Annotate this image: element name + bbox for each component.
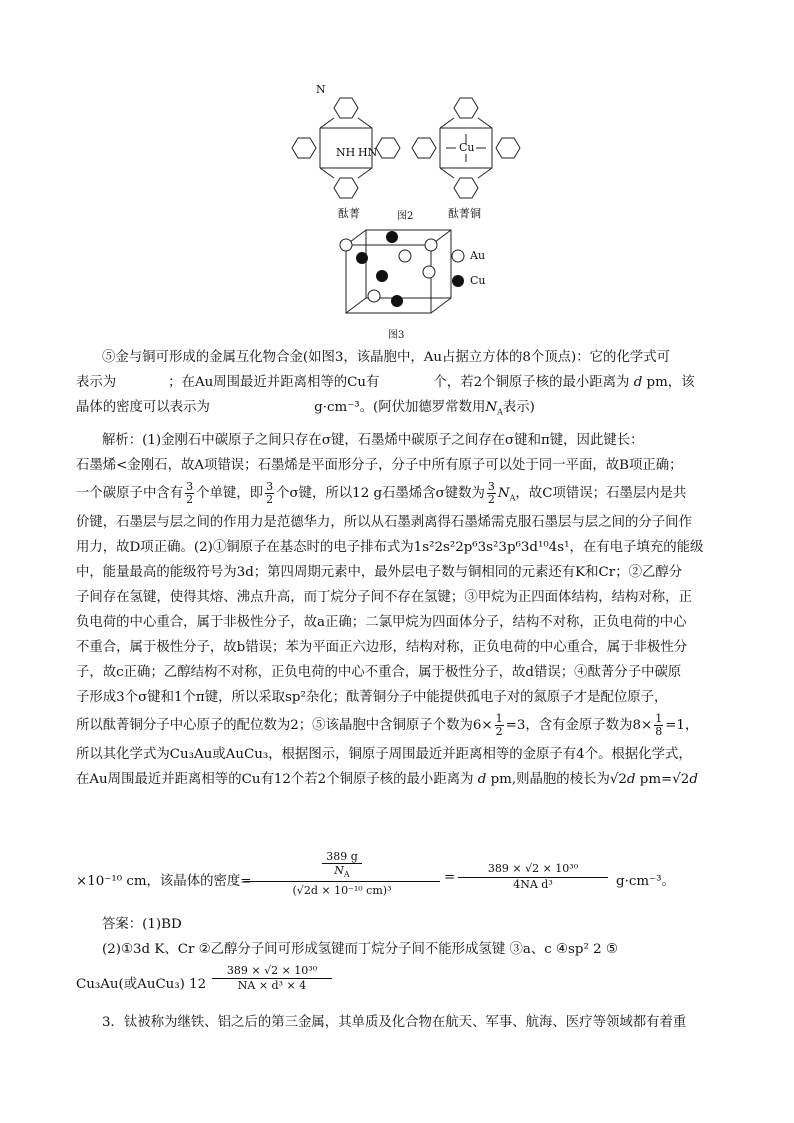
analysis-line-8: 负电荷的中心重合，属于非极性分子，故a正确；二氯甲烷为四面体分子，结构不对称，正负电荷的中心 [76,615,687,630]
fraction-3-2c: $\frac{3}{2}$ [487,480,495,506]
analysis-line-3: 一个碳原子中含有 $\frac{3}{2}$ 个单键，即 $\frac{3}{2}$ 个σ键，所以12 g石墨烯含σ键数为 $\frac{3}{2}$ $N_A$，故C项错误；石墨层内是共 [76,480,687,506]
legend [452,250,464,287]
answer-line-2: (2)①3d K、Cr ②乙醇分子间可形成氢键而丁烷分子间不能形成氢键 ③a、c ④sp² 2 ⑤ [102,942,618,957]
analysis-line-6: 中，能量最高的能级符号为3d；第四周期元素中，最外层电子数与铜相同的元素还有K和Cr；②乙醇分 [76,565,683,580]
analysis-line-14: 在Au周围最近并距离相等的Cu有12个若2个铜原子核的最小距离为 d pm,则晶胞的棱长为√2d pm=√2d [76,772,698,787]
fraction-3-2: $\frac{3}{2}$ [186,480,194,506]
answer-line-3: Cu₃Au(或AuCu₃) 12 389 × √2 × 10³⁰ NA × d³ × 4 [76,962,736,1002]
analysis-line-7: 子间存在氢键，使得其熔、沸点升高，而丁烷分子间不存在氢键；③甲烷为正四面体结构，结构对称，正 [76,590,692,605]
fig2-caption: 图2 [397,211,414,222]
density-fraction-right: 389 × √2 × 10³⁰ 4NA d³ [458,862,608,891]
answer-density-fraction: 389 × √2 × 10³⁰ NA × d³ × 4 [212,964,332,993]
figures-svg [0,0,794,345]
atom-label-nh: NH [336,146,356,159]
legend-au-label: Au [470,249,486,262]
figure-area [0,0,794,345]
atom-label-cu: Cu [459,141,475,154]
analysis-line-1: 解析：(1)金刚石中碳原子之间只存在σ键，石墨烯中碳原子之间存在σ键和π键，因此键长： [102,433,644,448]
next-question-block [76,1010,736,1035]
question-line-3: 晶体的密度可以表示为 g·cm⁻³。(阿伏加德罗常数用$N_A$表示) [76,395,736,420]
atom-label-n: N [316,83,326,96]
analysis-line-10: 子，故c正确；乙醇结构不对称，正负电荷的中心不重合，属于极性分子，故d错误；④酞菁分子中碳原 [76,665,682,680]
question-block [76,345,736,420]
mol1-label: 酞菁 [338,207,360,220]
legend-cu-label: Cu [470,274,486,287]
au-atoms [340,239,437,302]
blank-count[interactable] [379,370,433,395]
blank-formula[interactable] [116,370,168,395]
density-fraction-left: $\frac{389 g}{N_A}$ (√2d × 10⁻¹⁰ cm)³ [244,850,440,897]
fraction-1-8: $\frac{1}{8}$ [655,712,663,738]
answer-block [76,912,736,1002]
analysis-line-13: 所以其化学式为Cu₃Au或AuCu₃，根据图示，铜原子周围最近并距离相等的金原子有4个。根据化学式， [76,747,692,762]
analysis-line-11: 子形成3个σ键和1个π键，所以采取sp²杂化；酞菁铜分子中能提供孤电子对的氮原子才是配位原子， [76,690,668,705]
question-line-1: ⑤金与铜可形成的金属互化物合金(如图3，该晶胞中，Au占据立方体的8个顶点)：它的化学式可 [102,350,671,365]
legend-cu-marker [452,275,464,287]
mol2-label: 酞菁铜 [448,207,481,220]
analysis-line-5: 用力，故D项正确。(2)①铜原子在基态时的电子排布式为1s²2s²2p⁶3s²3p⁶3d¹⁰4s¹，在有电子填充的能级 [76,540,704,555]
fig3-caption: 图3 [388,330,405,341]
fraction-1-2: $\frac{1}{2}$ [495,712,503,738]
fraction-3-2b: $\frac{3}{2}$ [266,480,274,506]
atom-label-hn: HN [358,146,378,159]
analysis-line-2: 石墨烯<金刚石，故A项错误；石墨烯是平面形分子，分子中所有原子可以处于同一平面，故B项正确； [76,458,683,473]
answer-title: 答案：(1)BD [102,917,182,932]
analysis-line-12: 所以酞菁铜分子中心原子的配位数为2；⑤该晶胞中含铜原子个数为6× $\frac{1}{2}$ =3，含有金原子数为8× $\frac{1}{8}$ =1， [76,712,699,738]
next-question-line-1: 3．钛被称为继铁、铝之后的第三金属，其单质及化合物在航天、军事、航海、医疗等领域都有着重 [102,1015,687,1030]
density-formula: ×10⁻¹⁰ cm，该晶体的密度= $\frac{389 g}{N_A}$ (√2d × 10⁻¹⁰ cm)³ = 389 × √2 × 10³⁰ 4NA d³ g·cm⁻³。 [76,850,675,898]
legend-au-marker [452,250,464,262]
blank-density[interactable] [210,395,310,420]
analysis-line-4: 价键，石墨层与层之间的作用力是范德华力，所以从石墨剥离得石墨烯需克服石墨层与层之间的分子间作 [76,515,692,530]
question-line-2: 表示为 ；在Au周围最近并距离相等的Cu有 个，若2个铜原子核的最小距离为 d pm，该 [76,370,736,395]
analysis-block [76,428,736,792]
analysis-line-9: 不重合，属于极性分子，故b错误；苯为平面正六边形，结构对称，正负电荷的中心重合，属于非极性分 [76,640,688,655]
